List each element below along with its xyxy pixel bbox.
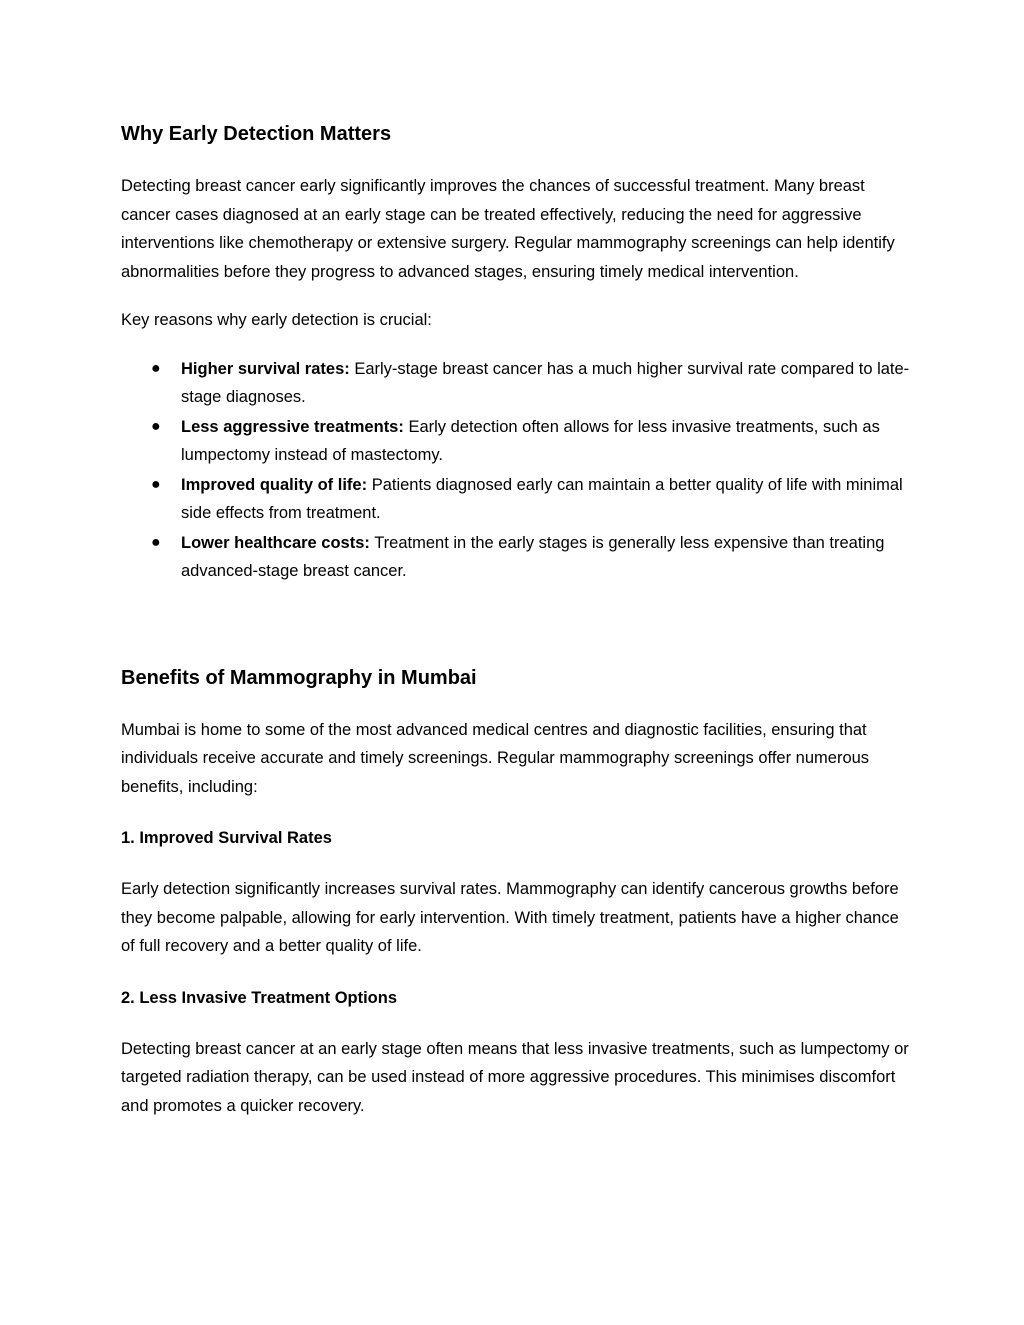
subsection-heading-less-invasive: 2. Less Invasive Treatment Options <box>121 988 398 1007</box>
section-heading-benefits: Benefits of Mammography in Mumbai <box>121 666 477 689</box>
subsection-text-survival: Early detection significantly increases survival rates. Mammography can identify cancerous growths before they become palpable, allowing for early intervention. With timely treatment, patients have a higher chance of full recovery and a better quality of life. <box>121 880 899 955</box>
list-item-text: Patients diagnosed early can maintain a better quality of life with minimal side effects from treatment. <box>181 475 903 522</box>
bullet-icon: ● <box>151 475 161 493</box>
bullet-icon: ● <box>151 533 161 551</box>
benefits-intro: Mumbai is home to some of the most advanced medical centres and diagnostic facilities, ensuring that individuals receive accurate and timely screenings. Regular mammography screenings offer numerous benefits, including: <box>121 720 870 796</box>
list-item <box>121 529 911 586</box>
document-page <box>121 118 911 1120</box>
list-item-term: Higher survival rates: <box>181 359 350 378</box>
early-detection-intro: Detecting breast cancer early significantly improves the chances of successful treatment. Many breast cancer cases diagnosed at an early stage can be treated effectively, reducing the need for aggressive interventions like chemotherapy or extensive surgery. Regular mammography screenings can help identify abnormalities before they progress to advanced stages, ensuring timely medical intervention. <box>121 177 895 281</box>
subsection-heading-survival: 1. Improved Survival Rates <box>121 829 332 847</box>
list-item <box>121 355 911 412</box>
bullet-icon: ● <box>151 417 161 435</box>
subsection-text-less-invasive: Detecting breast cancer at an early stage often means that less invasive treatments, such as lumpectomy or targeted radiation therapy, can be used instead of more aggressive procedures. This minimises discomfort and promotes a quicker recovery. <box>121 1039 909 1115</box>
list-item-term: Improved quality of life: <box>181 475 368 494</box>
list-item <box>121 413 911 470</box>
list-item-text: Early-stage breast cancer has a much higher survival rate compared to late-stage diagnoses. <box>181 359 910 406</box>
list-item-term: Lower healthcare costs: <box>181 533 370 552</box>
list-item-text: Early detection often allows for less invasive treatments, such as lumpectomy instead of mastectomy. <box>181 417 880 464</box>
bullet-icon: ● <box>151 359 161 377</box>
key-reasons-list <box>121 355 911 586</box>
list-item-term: Less aggressive treatments: <box>181 417 404 436</box>
list-item <box>121 471 911 528</box>
list-item-text: Treatment in the early stages is generally less expensive than treating advanced-stage breast cancer. <box>181 533 885 580</box>
key-reasons-lead: Key reasons why early detection is crucial: <box>121 311 432 329</box>
section-heading-early-detection: Why Early Detection Matters <box>121 123 392 145</box>
